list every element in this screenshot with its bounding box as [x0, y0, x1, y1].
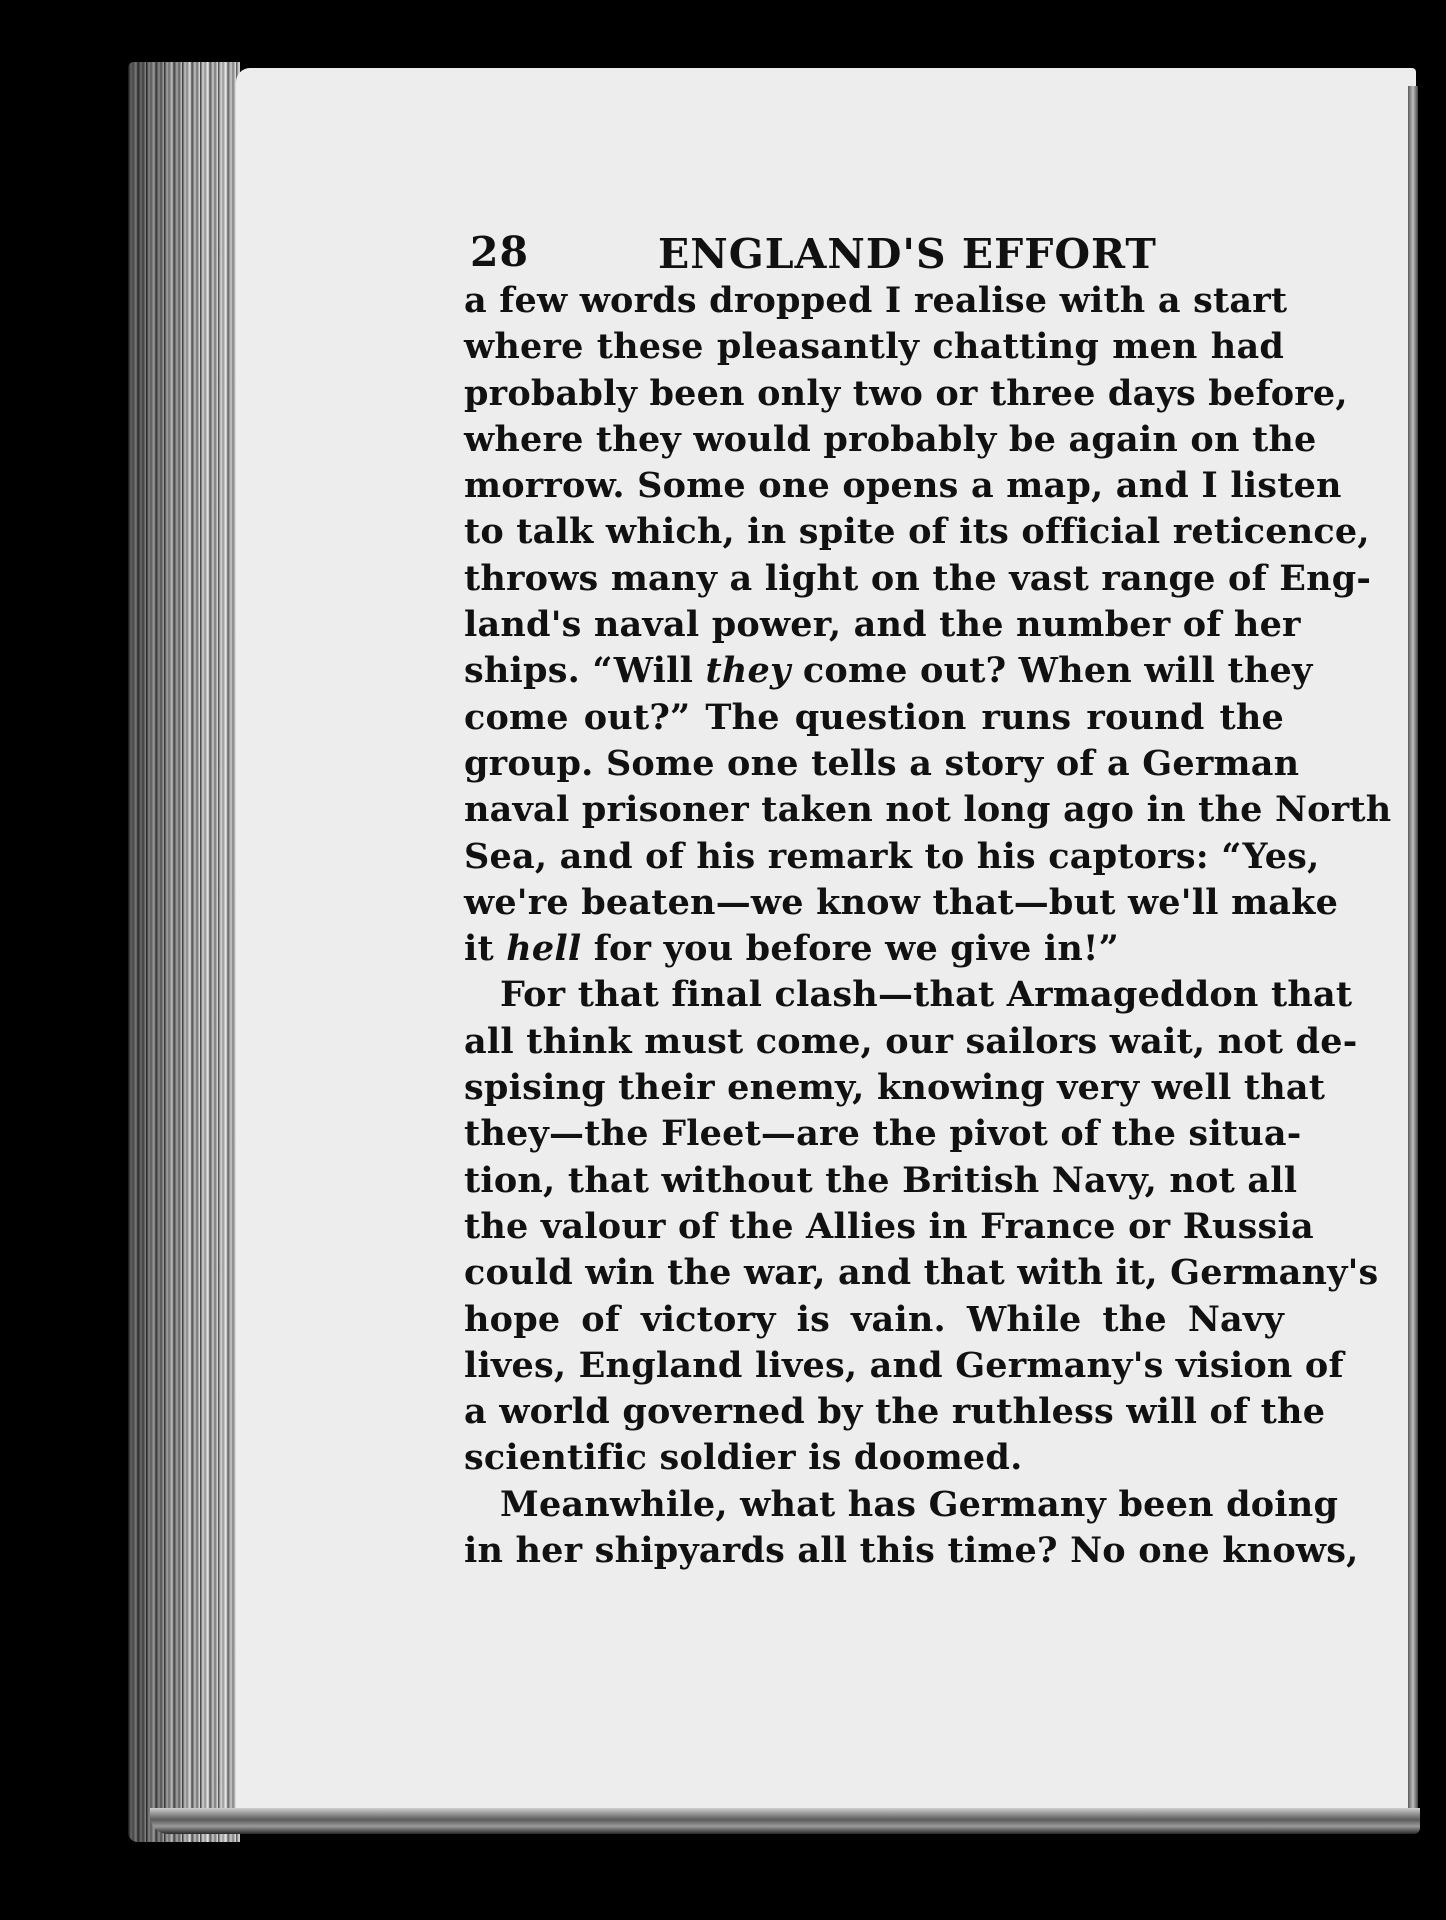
text-line-14: we're beaten—we know that—but we'll make — [464, 881, 1339, 923]
page-number: 28 — [470, 228, 530, 276]
text-line-22: could win the war, and that with it, Germany's — [464, 1252, 1379, 1294]
running-head: ENGLAND'S EFFORT — [658, 230, 1157, 278]
text-line-21: the valour of the Allies in France or Russia — [464, 1205, 1314, 1247]
text-line-19: they—the Fleet—are the pivot of the situa- — [464, 1113, 1302, 1155]
emphasis-word: they — [705, 650, 791, 692]
text-line-9: ships. “Will they come out? When will they — [464, 650, 1313, 692]
text-line-5: morrow. Some one opens a map, and I listen — [464, 465, 1342, 507]
text-line-27: Meanwhile, what has Germany been doing — [500, 1483, 1339, 1525]
text-line-1: a few words dropped I realise with a start — [464, 280, 1288, 321]
page-text — [464, 222, 1392, 1574]
gutter-edge — [1408, 86, 1418, 1828]
text-line-4: where they would probably be again on the — [464, 418, 1317, 460]
text-line-25: a world governed by the ruthless will of the — [464, 1391, 1326, 1433]
text-line-26: scientific soldier is doomed. — [464, 1437, 1023, 1479]
text-line-7: throws many a light on the vast range of Eng- — [464, 557, 1372, 599]
text-line-23: hope of victory is vain. While the Navy — [464, 1298, 1284, 1340]
bottom-page-edge — [150, 1808, 1420, 1834]
text-line-17: all think must come, our sailors wait, not de- — [464, 1020, 1358, 1062]
text-line-13: Sea, and of his remark to his captors: “Yes, — [464, 835, 1320, 877]
text-line-18: spising their enemy, knowing very well that — [464, 1067, 1326, 1109]
text-line-15: it hell for you before we give in!” — [464, 928, 1119, 970]
text-line-24: lives, England lives, and Germany's vision of — [464, 1344, 1344, 1386]
text-line-20: tion, that without the British Navy, not all — [464, 1159, 1298, 1201]
text-line-16: For that final clash—that Armageddon that — [500, 974, 1353, 1016]
emphasis-word: hell — [506, 928, 582, 970]
text-line-6: to talk which, in spite of its official reticence, — [464, 511, 1370, 553]
text-line-2: where these pleasantly chatting men had — [464, 326, 1284, 368]
page-header — [464, 222, 1284, 278]
text-line-10: come out?” The question runs round the — [464, 696, 1284, 738]
text-line-3: probably been only two or three days before, — [464, 372, 1348, 414]
text-line-8: land's naval power, and the number of her — [464, 604, 1301, 646]
text-line-28: in her shipyards all this time? No one knows, — [464, 1530, 1359, 1572]
text-line-12: naval prisoner taken not long ago in the North — [464, 789, 1392, 831]
fore-edge-shadow — [128, 62, 240, 1842]
text-line-11: group. Some one tells a story of a German — [464, 742, 1300, 784]
